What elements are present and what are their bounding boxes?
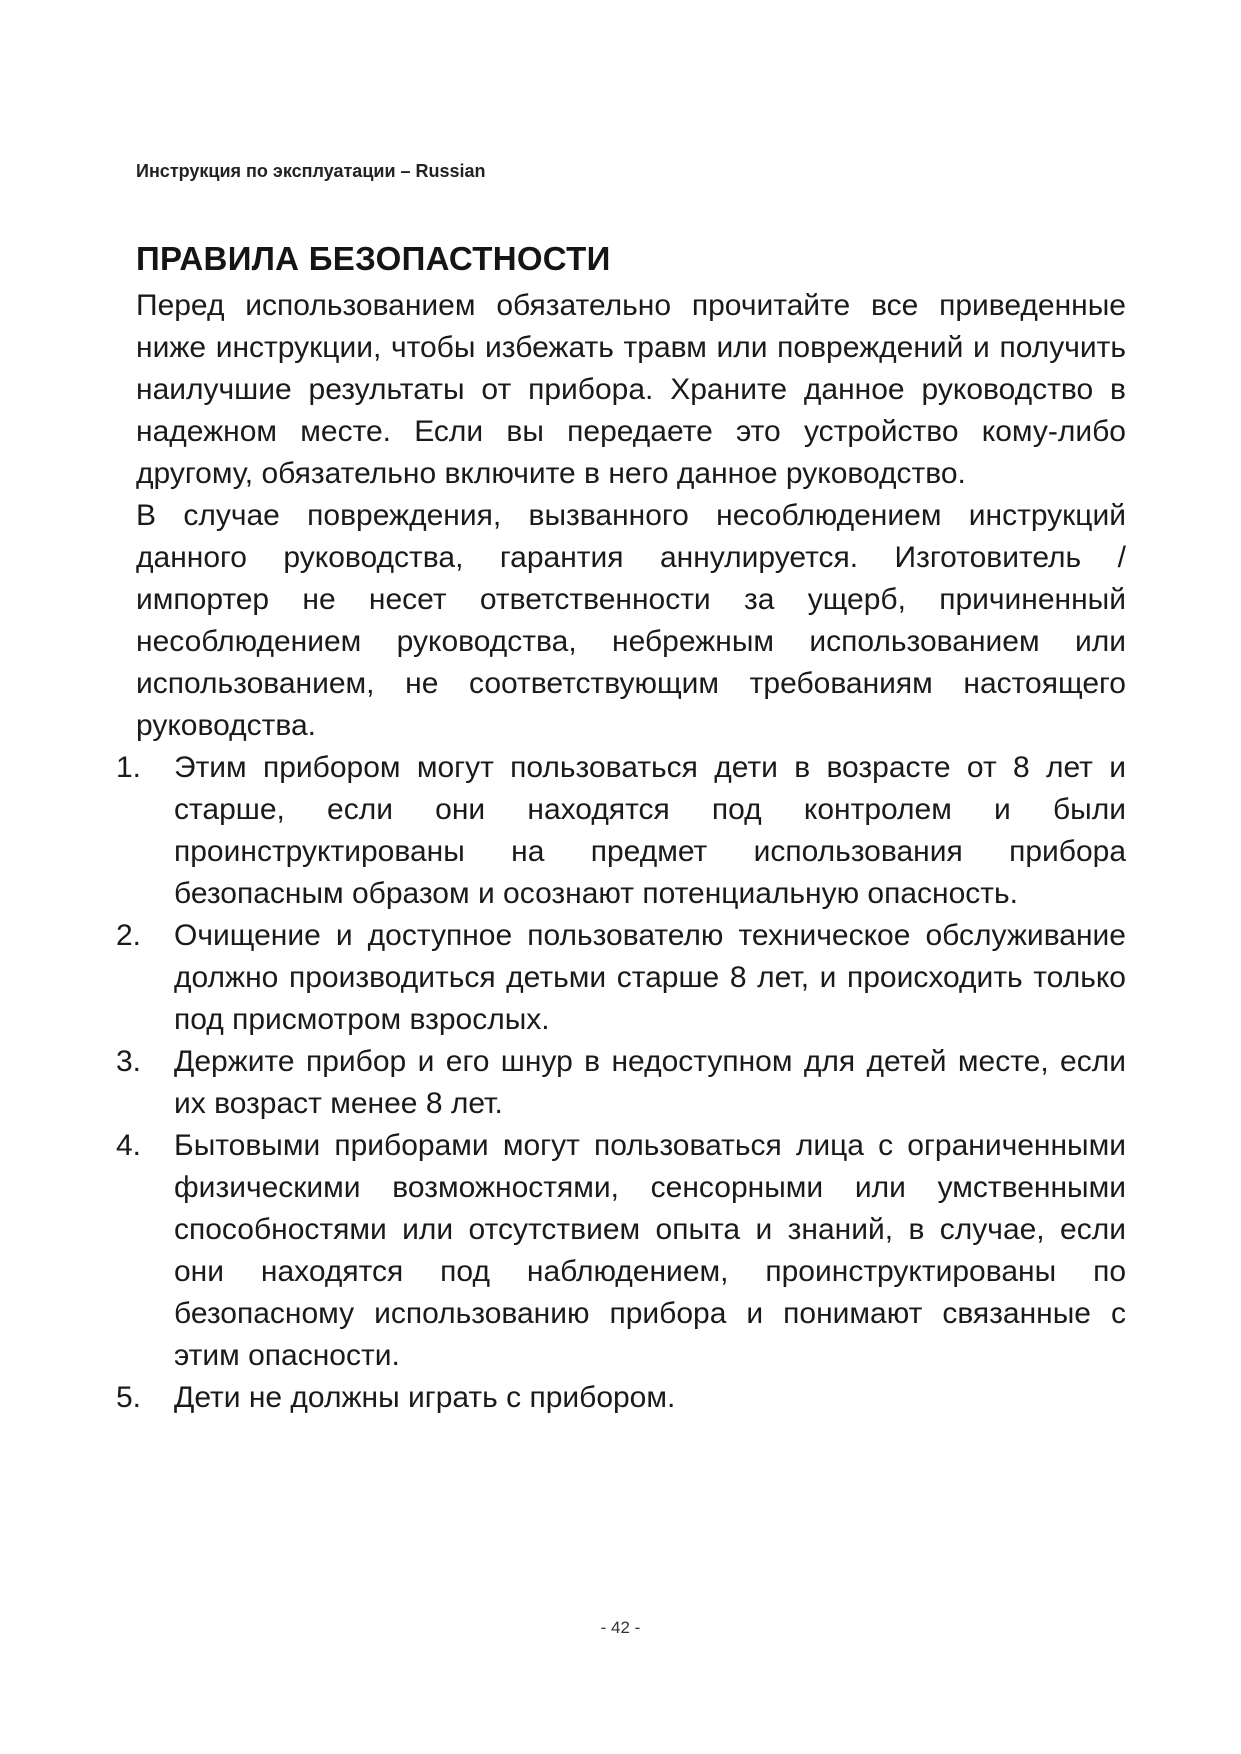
section-body xyxy=(116,285,1126,1419)
list-item-text: Бытовыми приборами могут пользоваться лица с ограниченными физическими возможностями, сенсорными или умственными способностями или отсутствием опыта и знаний, в случае, если они находятся под наблюдением, проинструктированы по безопасному использованию прибора и понимают связанные с этим опасности. xyxy=(174,1129,1126,1372)
list-item xyxy=(116,1377,1126,1419)
document-header: Инструкция по эксплуатации – Russian xyxy=(136,161,486,181)
intro-text xyxy=(136,285,1126,747)
page-number: - 42 - xyxy=(600,1618,641,1637)
list-item-text: Дети не должны играть с прибором. xyxy=(174,1381,676,1414)
list-item-text: Очищение и доступное пользователю техническое обслуживание должно производиться детьми старше 8 лет, и происходить только под присмотром взрослых. xyxy=(174,919,1126,1036)
list-item-number: 5. xyxy=(116,1381,142,1414)
list-item-number: 4. xyxy=(116,1129,142,1162)
intro-paragraph: Перед использованием обязательно прочитайте все приведенные ниже инструкции, чтобы избежать травм или повреждений и получить наилучшие результаты от прибора. Храните данное руководство в надежном месте. Если вы передаете это устройство кому-либо другому, обязательно включите в него данное руководство. xyxy=(136,289,1126,490)
list-item-number: 2. xyxy=(116,919,142,952)
intro-paragraph: В случае повреждения, вызванного несоблюдением инструкций данного руководства, гарантия аннулируется. Изготовитель / импортер не несет ответственности за ущерб, причиненный несоблюдением руководства, небрежным использованием или использованием, не соответствующим требованиям настоящего руководства. xyxy=(136,499,1126,742)
safety-rules-list xyxy=(116,747,1126,1419)
list-item-text: Держите прибор и его шнур в недоступном для детей месте, если их возраст менее 8 лет. xyxy=(174,1045,1126,1120)
list-item xyxy=(116,1041,1126,1125)
list-item xyxy=(116,915,1126,1041)
list-item-number: 1. xyxy=(116,751,142,784)
list-item-text: Этим прибором могут пользоваться дети в возрасте от 8 лет и старше, если они находятся под контролем и были проинструктированы на предмет использования прибора безопасным образом и осознают потенциальную опасность. xyxy=(174,751,1126,910)
section-title: ПРАВИЛА БЕЗОПАСТНОСТИ xyxy=(136,240,611,277)
list-item xyxy=(116,1125,1126,1377)
list-item xyxy=(116,747,1126,915)
list-item-number: 3. xyxy=(116,1045,142,1078)
